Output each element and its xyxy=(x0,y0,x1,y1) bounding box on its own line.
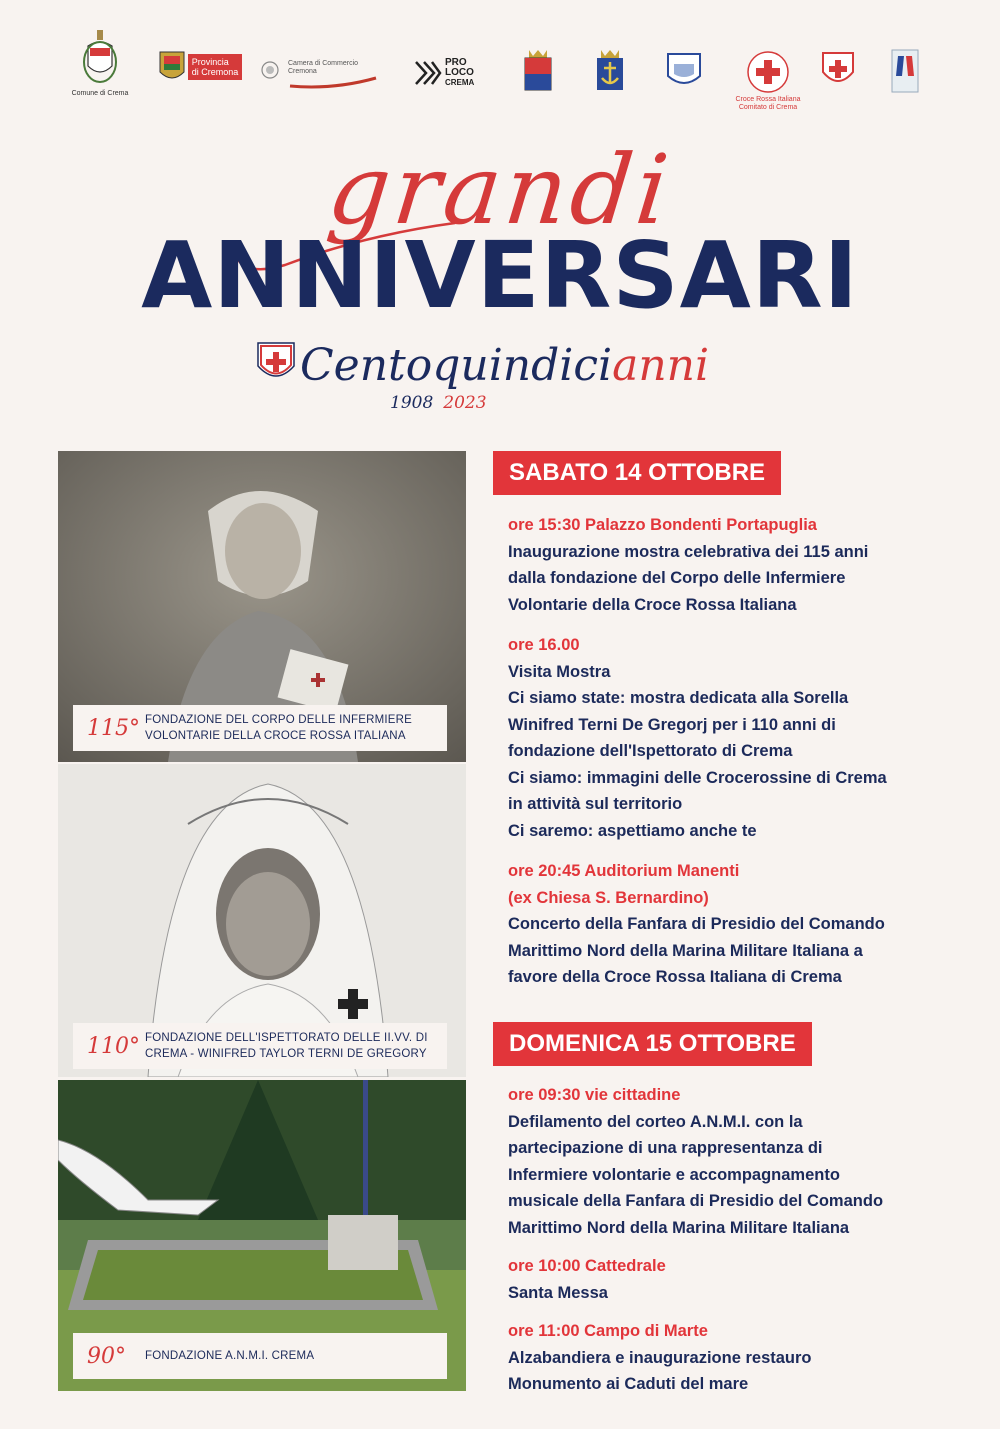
event-time: ore 09:30 vie cittadine xyxy=(508,1086,681,1104)
year-start: 1908 xyxy=(390,393,434,413)
event-item xyxy=(508,632,978,844)
event-line: partecipazione di una rappresentanza di xyxy=(508,1139,823,1157)
caption-number: 110° xyxy=(87,1033,140,1059)
event-line: Visita Mostra xyxy=(508,662,611,681)
caption-line: VOLONTARIE DELLA CROCE ROSSA ITALIANA xyxy=(145,730,406,742)
event-time: ore 11:00 Campo di Marte xyxy=(508,1322,708,1340)
centenary-title xyxy=(300,340,709,391)
red-cross-icon xyxy=(746,50,790,94)
centenary-mark xyxy=(255,340,775,420)
photo-caption-3 xyxy=(73,1333,447,1379)
provincia-cremona-logo xyxy=(155,48,245,86)
cri-line2: Comitato di Crema xyxy=(738,104,798,111)
caption-line: CREMA - WINIFRED TAYLOR TERNI DE GREGORY xyxy=(145,1048,427,1060)
centenary-accent: anni xyxy=(612,340,710,391)
pro-loco-crema-logo xyxy=(412,58,492,88)
comune-caption: Comune di Crema xyxy=(71,90,129,97)
event-item xyxy=(508,1082,978,1241)
flag-badge-icon xyxy=(890,48,920,94)
event-time: ore 16.00 xyxy=(508,636,580,654)
anniversary-badge-logo xyxy=(888,48,922,94)
navy-crest-icon xyxy=(521,48,555,94)
camera-line1: Camera di Commercio xyxy=(288,60,359,67)
shield-icon xyxy=(158,48,186,86)
event-line: Winifred Terni De Gregorj per i 110 anni di xyxy=(508,715,836,734)
event-item xyxy=(508,1318,978,1398)
caption-line: FONDAZIONE DELL'ISPETTORATO DELLE II.VV. DI xyxy=(145,1032,428,1044)
event-time-note: (ex Chiesa S. Bernardino) xyxy=(508,888,709,907)
event-line: Defilamento del corteo A.N.M.I. con la xyxy=(508,1112,803,1131)
event-line: Concerto della Fanfara di Presidio del Comando xyxy=(508,915,885,933)
marina-militare-logo xyxy=(518,48,558,94)
day-badge-saturday: SABATO 14 OTTOBRE xyxy=(493,451,781,495)
event-item xyxy=(508,858,978,991)
proloco-line3: CREMA xyxy=(445,78,475,87)
infermiere-volontarie-logo xyxy=(818,50,858,92)
camera-line2: Cremona xyxy=(288,68,317,75)
event-line: musicale della Fanfara di Presidio del Comando xyxy=(508,1192,884,1210)
swoosh-icon xyxy=(288,76,378,90)
croce-rossa-crema-logo xyxy=(728,50,808,112)
camera-commercio-logo xyxy=(260,60,380,95)
event-line: Alzabandiera e inaugurazione restauro xyxy=(508,1348,812,1367)
proloco-line2: LOCO xyxy=(445,67,474,78)
caption-line: FONDAZIONE DEL CORPO DELLE INFERMIERE xyxy=(145,714,413,726)
event-time: ore 20:45 Auditorium Manenti xyxy=(508,862,740,880)
badge-icon xyxy=(664,50,704,92)
ispettorato-logo xyxy=(662,50,706,92)
event-line: Marittimo Nord della Marina Militare Italiana a xyxy=(508,941,863,960)
event-item xyxy=(508,512,978,618)
event-line: in attività sul territorio xyxy=(508,795,683,813)
provincia-line1: Provincia xyxy=(191,57,229,67)
event-time: ore 15:30 Palazzo Bondenti Portapuglia xyxy=(508,516,817,534)
year-range xyxy=(390,393,487,413)
event-line: Santa Messa xyxy=(508,1283,608,1302)
event-line: Inaugurazione mostra celebrativa dei 115 anni xyxy=(508,542,869,561)
pro-loco-emblem-icon xyxy=(412,58,442,88)
crest-icon xyxy=(80,28,120,88)
event-item xyxy=(508,1253,978,1306)
provincia-line2: di Cremona xyxy=(191,67,239,77)
anchor-crest-icon xyxy=(593,48,627,94)
event-line: fondazione dell'Ispettorato di Crema xyxy=(508,742,793,760)
event-line: Marittimo Nord della Marina Militare Italiana xyxy=(508,1218,850,1237)
caption-number: 90° xyxy=(87,1343,126,1369)
anmi-logo xyxy=(590,48,630,94)
title-script: grandi xyxy=(322,134,678,246)
nurse-shield-icon xyxy=(820,50,856,92)
caption-number: 115° xyxy=(87,715,140,741)
event-line: dalla fondazione del Corpo delle Infermiere xyxy=(508,569,846,587)
event-line: Ci siamo state: mostra dedicata alla Sorella xyxy=(508,689,849,707)
comune-di-crema-logo xyxy=(60,28,140,98)
event-line: Ci siamo: immagini delle Crocerossine di Crema xyxy=(508,768,887,787)
year-end: 2023 xyxy=(443,393,487,413)
centenary-main: Centoquindici xyxy=(300,340,613,391)
event-line: Monumento ai Caduti del mare xyxy=(508,1375,749,1393)
caption-line: FONDAZIONE A.N.M.I. CREMA xyxy=(145,1350,315,1362)
seal-icon xyxy=(260,60,280,80)
main-title: ANNIVERSARI xyxy=(141,222,859,329)
event-time: ore 10:00 Cattedrale xyxy=(508,1257,666,1275)
cri-line1: Croce Rossa Italiana xyxy=(735,96,801,103)
event-line: Volontarie della Croce Rossa Italiana xyxy=(508,595,797,614)
sponsor-logos xyxy=(60,28,940,118)
red-cross-shield-icon xyxy=(255,340,297,388)
event-line: favore della Croce Rossa Italiana di Crema xyxy=(508,968,842,986)
photo-caption-1 xyxy=(73,705,447,751)
photo-caption-2 xyxy=(73,1023,447,1069)
event-line: Infermiere volontarie e accompagnamento xyxy=(508,1165,840,1184)
day-badge-sunday: DOMENICA 15 OTTOBRE xyxy=(493,1022,812,1066)
proloco-line1: PRO xyxy=(445,57,467,68)
event-line: Ci saremo: aspettiamo anche te xyxy=(508,821,757,840)
